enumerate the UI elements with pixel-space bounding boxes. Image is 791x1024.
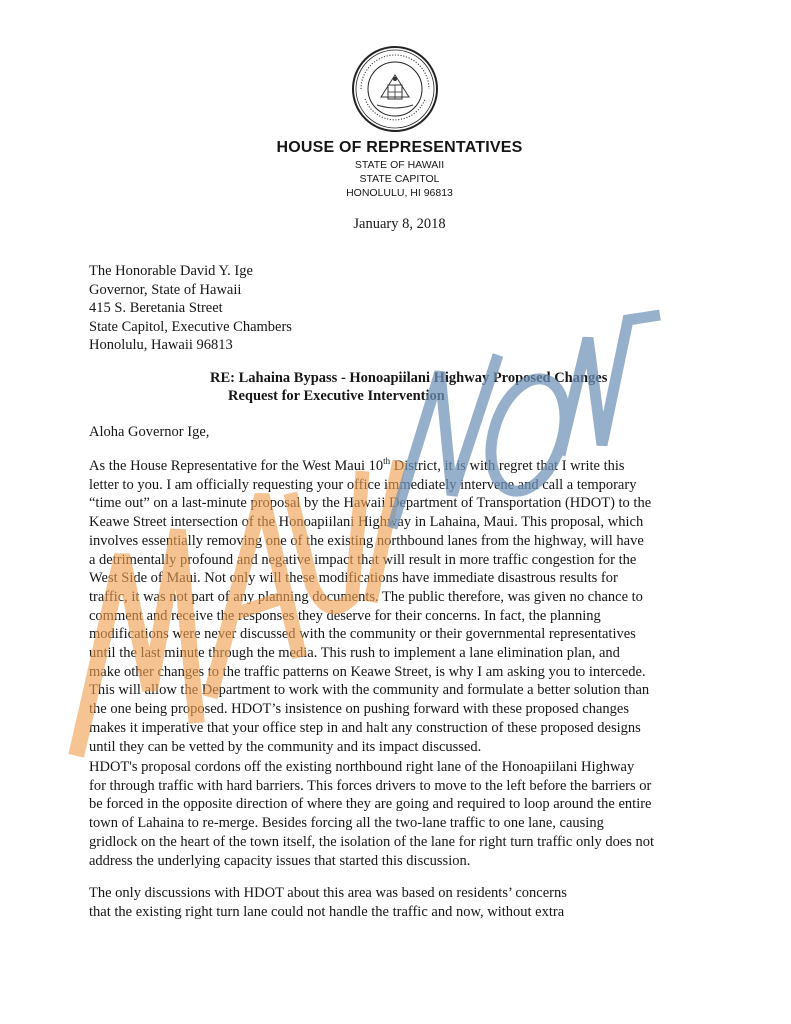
addressee-block xyxy=(89,262,292,355)
addressee-line: Honolulu, Hawaii 96813 xyxy=(89,337,233,354)
body-paragraph xyxy=(89,457,719,756)
paragraph-line: for through traffic with hard barriers. This forces drivers to move to the left before the barriers or xyxy=(89,777,652,794)
paragraph-line: until the last minute through the media. This rush to implement a lane elimination plan, and xyxy=(89,645,620,662)
paragraph-line: makes it imperative that your office step in and halt any construction of these proposed designs xyxy=(89,719,641,736)
paragraph-line: comment and receive the responses they deserve for their concerns. In fact, the planning xyxy=(89,607,601,624)
addressee-line: Governor, State of Hawaii xyxy=(89,281,242,298)
addressee-line: State Capitol, Executive Chambers xyxy=(89,318,292,335)
paragraph-line: Keawe Street intersection of the Honoapiilani Highway in Lahaina, Maui. This proposal, which xyxy=(89,514,644,531)
paragraph-line: address the underlying capacity issues that started this discussion. xyxy=(89,852,471,869)
text-run: As the House Representative for the West Maui 10 xyxy=(89,458,384,474)
paragraph-line: involves essentially removing one of the existing northbound lanes from the highway, will have xyxy=(89,532,644,549)
paragraph-line: that the existing right turn lane could not handle the traffic and now, without extra xyxy=(89,903,565,920)
paragraph-line: traffic, it was not part of any planning documents. The public therefore, was given no chance to xyxy=(89,588,643,605)
letterhead-title: HOUSE OF REPRESENTATIVES xyxy=(276,139,523,156)
body-paragraph xyxy=(89,758,719,870)
ordinal-suffix: th xyxy=(383,456,391,466)
letter-date: January 8, 2018 xyxy=(353,216,446,232)
paragraph-line: The only discussions with HDOT about this area was based on residents’ concerns xyxy=(89,885,567,901)
letterhead-address-line: HONOLULU, HI 96813 xyxy=(346,187,453,199)
text-run: District, it is with regret that I write this xyxy=(390,458,625,474)
paragraph-line: This will allow the Department to work with the community and formulate a better solution than xyxy=(89,682,650,699)
paragraph-line: town of Lahaina to re-merge. Besides forcing all the two-lane traffic to one lane, causing xyxy=(89,815,604,832)
body-paragraph xyxy=(89,884,719,921)
paragraph-line: West Side of Maui. Not only will these modifications have immediate disastrous results for xyxy=(89,570,618,587)
addressee-line: 415 S. Beretania Street xyxy=(89,300,223,317)
paragraph-line: be forced in the opposite direction of where they are going and required to loop around the entire xyxy=(89,796,652,813)
addressee-line: The Honorable David Y. Ige xyxy=(89,263,253,279)
salutation: Aloha Governor Ige, xyxy=(89,424,210,440)
paragraph-line: gridlock on the heart of the town itself, the isolation of the lane for right turn traffic only does not xyxy=(89,833,655,850)
paragraph-line: modifications were never discussed with the community or their governmental representatives xyxy=(89,626,636,643)
state-seal-icon xyxy=(351,45,439,133)
subject-line: RE: Lahaina Bypass - Honoapiilani Highway Proposed Changes xyxy=(210,370,608,386)
paragraph-line: “time out” on a last-minute proposal by the Hawaii Department of Transportation (HDOT) to the xyxy=(89,495,652,512)
paragraph-line: the one being proposed. HDOT’s insistence on pushing forward with these proposed changes xyxy=(89,701,630,718)
paragraph-line: HDOT's proposal cordons off the existing northbound right lane of the Honoapiilani Highway xyxy=(89,759,635,775)
paragraph-line: letter to you. I am officially requesting your office immediately intervene and call a temporary xyxy=(89,476,637,493)
subject-line: Request for Executive Intervention xyxy=(228,388,445,404)
paragraph-line: a detrimentally profound and negative impact that will result in more traffic congestion for the xyxy=(89,551,637,568)
letterhead xyxy=(0,138,791,200)
letterhead-address-line: STATE OF HAWAII xyxy=(354,159,445,171)
letterhead-address-line: STATE CAPITOL xyxy=(359,173,440,185)
paragraph-line: until they can be vetted by the community and its impact discussed. xyxy=(89,738,482,755)
paragraph-line: make other changes to the traffic patterns on Keawe Street, is why I am asking you to intercede. xyxy=(89,663,646,680)
paragraph-line xyxy=(89,457,719,476)
